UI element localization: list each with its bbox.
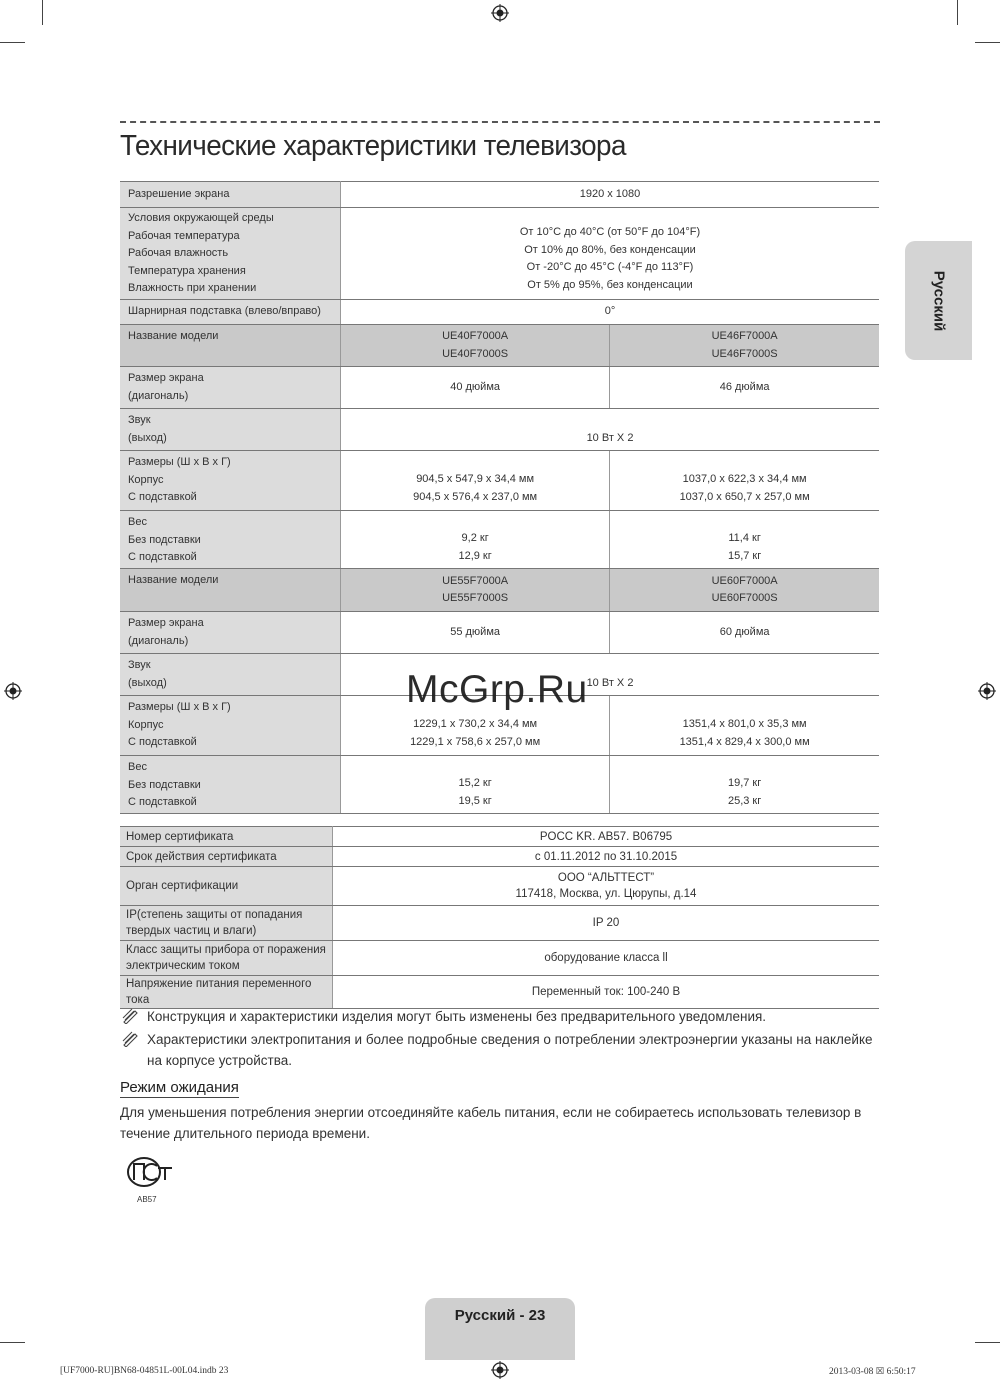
model-name: UE60F7000A [711,574,778,587]
env-label: Температура хранения [128,264,246,277]
pct-certification-logo-icon [124,1154,174,1190]
spec-label: Название модели [120,325,341,367]
env-value: От 10°C до 40°C (от 50°F до 104°F) [519,226,701,238]
value-line: 1351,4 x 801,0 x 35,3 мм [682,718,807,730]
spec-label [120,756,341,814]
value-line: 19,7 кг [727,777,762,789]
note-text: Характеристики электропитания и более подробные сведения о потреблении электроэнергии указаны на наклейке на корпусе устройства. [147,1032,873,1068]
model-name: UE46F7000A [711,330,778,342]
spec-label [120,511,341,569]
label-line: Без подставки [128,533,201,546]
table-row [120,847,879,867]
table-row [120,569,879,612]
model-name: UE60F7000S [711,592,778,604]
table-row [120,208,879,300]
crop-mark [975,1342,1000,1343]
spec-value [610,511,879,569]
label-line: Звук [128,414,151,426]
spec-label [120,612,341,654]
registration-mark-icon [978,682,996,700]
spec-value [610,451,879,511]
value-line: 9,2 кг [461,532,489,544]
label-line: Размеры (Ш x В x Г) [128,456,231,468]
env-label: Условия окружающей среды [128,212,274,224]
label-line: Размер экрана [128,372,204,384]
language-side-tab [905,241,972,360]
value-line: 1229,1 x 758,6 x 257,0 мм [410,735,541,748]
value-line: ООО “АЛЬТТЕСТ” [557,872,655,884]
model-name: UE55F7000A [442,574,509,587]
pct-code: AB57 [137,1195,157,1204]
table-row [120,867,879,906]
value-line: 1229,1 x 730,2 x 34,4 мм [413,718,538,730]
label-line: IP(степень защиты от попадания [126,909,303,921]
title-dashed-rule [120,121,880,123]
model-name: UE55F7000S [442,592,509,604]
label-line: электрическим током [126,960,240,972]
note-text: Конструкция и характеристики изделия могут быть изменены без предварительного уведомления. [147,1009,767,1024]
table-row [120,511,879,569]
label-line: Вес [128,516,147,528]
table-row [120,612,879,654]
crop-mark [957,0,958,25]
footer-file-info: [UF7000-RU]BN68-04851L-00L04.indb 23 [60,1366,229,1376]
standby-text: Для уменьшения потребления энергии отсоединяйте кабель питания, если не собираетесь использовать телевизор в течение длительного периода времени. [120,1105,862,1141]
spec-value [610,325,879,367]
label-line: Размер экрана [128,617,204,629]
value-line: 904,5 x 547,9 x 34,4 мм [416,473,535,485]
cert-value: IP 20 [333,906,880,941]
value-line: 11,4 кг [728,532,761,544]
spec-value [341,325,610,367]
env-label: Рабочая влажность [128,247,229,259]
cert-label: Номер сертификата [120,827,333,847]
table-row [120,976,879,1009]
crop-mark [975,42,1000,43]
model-name: UE40F7000S [442,347,509,360]
spec-value [341,451,610,511]
value-line: 25,3 кг [727,794,762,807]
spec-label [120,208,341,300]
cert-label [120,941,333,976]
spec-value: 40 дюйма [341,367,610,409]
spec-value [341,511,610,569]
label-line: (выход) [128,431,167,444]
table-row [120,827,879,847]
crop-mark [42,0,43,25]
note-item [120,1029,880,1071]
table-row [120,409,879,451]
page-number-tab [425,1298,575,1360]
env-value: От 10% до 80%, без конденсации [524,243,696,256]
cert-label: Напряжение питания переменного тока [120,976,333,1009]
value-line: 117418, Москва, ул. Цюрупы, д.14 [515,888,697,900]
spec-value: 10 Вт X 2 [341,409,880,451]
spec-value [610,569,879,612]
registration-mark-icon [4,682,22,700]
spec-value [341,569,610,612]
value-line: 12,9 кг [458,549,492,562]
cert-value: POCC KR. AB57. B06795 [333,827,880,847]
table-row [120,300,879,325]
table-row [120,182,879,208]
spec-value: 1920 x 1080 [341,182,880,208]
spec-label [120,367,341,409]
cert-label: Срок действия сертификата [120,847,333,867]
label-line: Звук [128,659,151,671]
crop-mark [0,42,25,43]
spec-label: Шарнирная подставка (влево/вправо) [120,300,341,325]
note-pencil-icon [122,1031,140,1047]
cert-value [333,867,880,906]
spec-value: 10 Вт X 2 [341,654,880,696]
watermark: McGrp.Ru [406,668,588,711]
page-number: Русский - 23 [454,1307,546,1324]
cert-label [120,906,333,941]
model-name: UE46F7000S [711,347,778,360]
value-line: 19,5 кг [458,794,492,807]
table-row [120,756,879,814]
spec-label [120,451,341,511]
spec-value: 46 дюйма [610,367,879,409]
page-title: Технические характеристики телевизора [120,130,626,162]
spec-label [120,696,341,756]
spec-label: Разрешение экрана [120,182,341,208]
note-item [120,1006,880,1027]
notes [120,1006,880,1073]
language-side-tab-label: Русский [930,270,947,331]
cert-label: Орган сертификации [120,867,333,906]
label-line: Размеры (Ш x В x Г) [128,701,231,713]
label-line: С подставкой [128,736,197,748]
env-label: Влажность при хранении [128,282,257,294]
label-line: Вес [128,761,147,773]
label-line: С подставкой [128,796,197,808]
label-line: твердых частиц и влаги) [126,925,257,937]
label-line: С подставкой [128,551,197,563]
value-line: 1351,4 x 829,4 x 300,0 мм [679,735,810,748]
env-value: От 5% до 95%, без конденсации [527,278,693,291]
value-line: 1037,0 x 650,7 x 257,0 мм [679,490,810,503]
standby-heading: Режим ожидания [120,1079,239,1096]
spec-value: 55 дюйма [341,612,610,654]
spec-value [610,756,879,814]
table-row [120,451,879,511]
label-line: (диагональ) [128,634,189,647]
spec-value: 60 дюйма [610,612,879,654]
label-line: (выход) [128,676,167,689]
spec-label: Название модели [120,569,341,612]
spec-value: 0° [341,300,880,325]
spec-value [610,696,879,756]
label-line: С подставкой [128,491,197,503]
label-line: (диагональ) [128,389,189,402]
table-row [120,325,879,367]
table-row [120,906,879,941]
env-label: Рабочая температура [128,229,240,242]
crop-mark [0,1342,25,1343]
registration-mark-icon [491,1361,509,1379]
certification-table [120,826,879,1009]
spec-value [341,756,610,814]
label-line: Корпус [128,473,164,486]
spec-label [120,409,341,451]
cert-value: оборудование класса ll [333,941,880,976]
registration-mark-icon [491,4,509,22]
value-line: 15,2 кг [458,777,492,789]
cert-value: с 01.11.2012 по 31.10.2015 [333,847,880,867]
label-line: Без подставки [128,778,201,791]
table-row [120,941,879,976]
spec-label [120,654,341,696]
value-line: 15,7 кг [727,549,762,562]
footer-timestamp: 2013-03-08 ☒ 6:50:17 [829,1367,916,1377]
spec-table [120,181,879,814]
table-row [120,367,879,409]
label-line: Корпус [128,718,164,731]
value-line: 1037,0 x 622,3 x 34,4 мм [682,473,807,485]
env-value: От -20°C до 45°C (-4°F до 113°F) [526,261,694,273]
model-name: UE40F7000A [442,330,509,342]
cert-value: Переменный ток: 100-240 В [333,976,880,1009]
label-line: Класс защиты прибора от поражения [126,944,326,956]
spec-value [341,208,880,300]
note-pencil-icon [122,1008,140,1024]
value-line: 904,5 x 576,4 x 237,0 мм [413,490,538,503]
